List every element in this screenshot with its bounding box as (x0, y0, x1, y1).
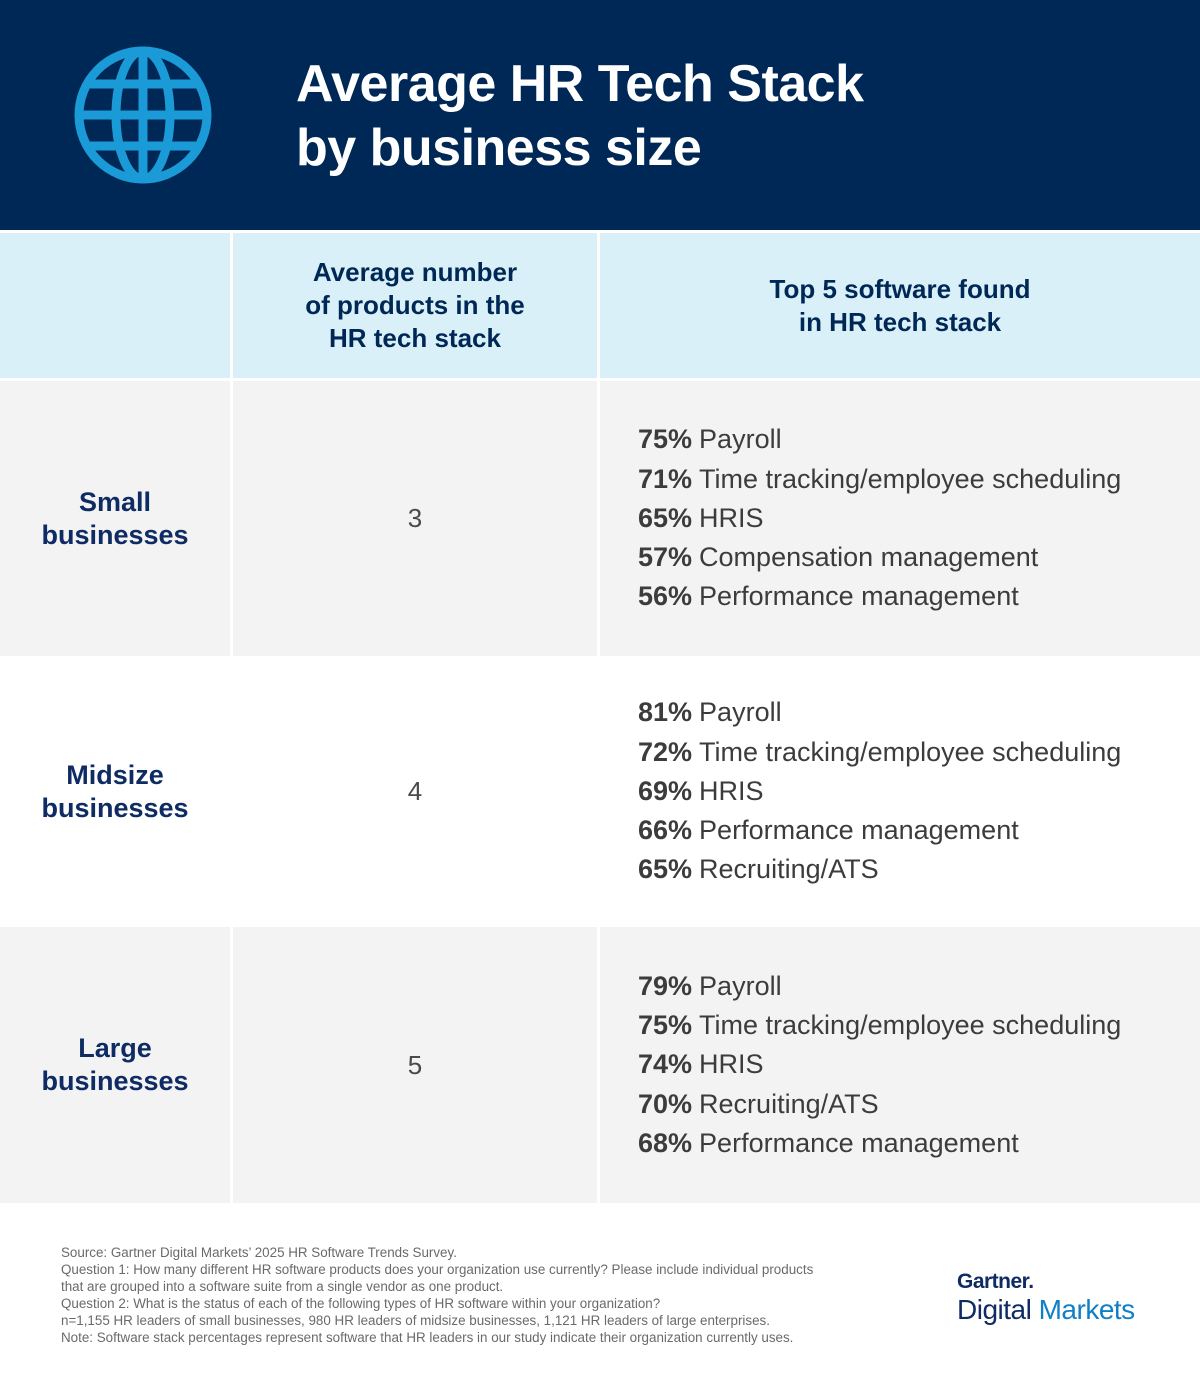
row-label-line: Small (78, 486, 152, 517)
pct-value: 75% (638, 424, 693, 455)
top-software-header (600, 233, 1200, 378)
row-label-large (0, 927, 230, 1203)
pct-value: 66% (638, 815, 693, 846)
list-item (638, 693, 1200, 732)
software-name: Payroll (699, 424, 782, 455)
software-name: Time tracking/employee scheduling (699, 463, 1122, 494)
software-name: Compensation management (699, 542, 1039, 573)
question-1-line: Question 1: How many different HR software products does your organization use currently? Please include individual products (61, 1262, 814, 1277)
row-label-midsize (0, 658, 230, 925)
list-item (638, 577, 1200, 616)
sample-size-line: n=1,155 HR leaders of small businesses, 980 HR leaders of midsize businesses, 1,121 HR leaders of large enterprises. (61, 1313, 770, 1328)
logo-gartner-text: Gartner. (957, 1270, 1034, 1293)
list-item (638, 1124, 1200, 1163)
question-1-line-cont: that are grouped into a software suite from a single vendor as one product. (61, 1279, 504, 1294)
pct-value: 79% (638, 970, 693, 1001)
list-item (638, 772, 1200, 811)
software-name: HRIS (699, 502, 764, 533)
avg-products-header-line: of products in the (305, 290, 525, 320)
list-item (638, 1006, 1200, 1045)
software-name: Performance management (699, 581, 1019, 612)
avg-products-header (233, 233, 597, 378)
software-list-midsize (600, 658, 1200, 925)
pct-value: 57% (638, 542, 693, 573)
list-item (638, 733, 1200, 772)
pct-value: 71% (638, 463, 693, 494)
pct-value: 72% (638, 736, 693, 767)
pct-value: 74% (638, 1049, 693, 1080)
row-label-line: businesses (41, 519, 189, 550)
pct-value: 81% (638, 697, 693, 728)
software-name: Recruiting/ATS (699, 854, 879, 885)
avg-products-header-line: HR tech stack (329, 323, 501, 353)
software-name: Performance management (699, 815, 1019, 846)
row-label-small (0, 381, 230, 656)
list-item (638, 967, 1200, 1006)
title-line-2: by business size (296, 119, 702, 177)
avg-products-large: 5 (233, 927, 597, 1203)
row-label-line: Midsize (66, 759, 164, 790)
globe-icon (70, 44, 216, 186)
software-name: Time tracking/employee scheduling (699, 1010, 1122, 1041)
gartner-digital-markets-logo (957, 1270, 1135, 1326)
source-notes (61, 1244, 941, 1346)
pct-value: 68% (638, 1127, 693, 1158)
question-2-line: Question 2: What is the status of each of the following types of HR software within your organization? (61, 1296, 661, 1311)
pct-value: 69% (638, 775, 693, 806)
logo-digital: Digital (957, 1294, 1039, 1325)
row-label-line: businesses (41, 792, 189, 823)
software-name: Time tracking/employee scheduling (699, 736, 1122, 767)
logo-markets: Markets (1038, 1294, 1135, 1325)
source-line: Source: Gartner Digital Markets’ 2025 HR Software Trends Survey. (61, 1245, 457, 1260)
software-list-small (600, 381, 1200, 656)
pct-value: 75% (638, 1010, 693, 1041)
avg-products-header-line: Average number (312, 257, 518, 287)
software-name: HRIS (699, 775, 764, 806)
avg-products-midsize: 4 (233, 658, 597, 925)
software-name: Payroll (699, 970, 782, 1001)
title-line-1: Average HR Tech Stack (296, 55, 864, 113)
row-label-line: Large (78, 1033, 152, 1063)
top-software-header-line: Top 5 software found (769, 273, 1031, 304)
list-item (638, 420, 1200, 459)
page-title (296, 52, 864, 180)
pct-value: 65% (638, 854, 693, 885)
note-line: Note: Software stack percentages represent software that HR leaders in our study indicate their organization currently uses. (61, 1330, 794, 1345)
empty-header-cell (0, 233, 230, 378)
list-item (638, 538, 1200, 577)
software-list-large (600, 927, 1200, 1203)
list-item (638, 499, 1200, 538)
top-software-header-line: in HR tech stack (798, 306, 1002, 337)
list-item (638, 1085, 1200, 1124)
software-name: Recruiting/ATS (699, 1088, 879, 1119)
pct-value: 70% (638, 1088, 693, 1119)
software-name: Payroll (699, 697, 782, 728)
list-item (638, 1045, 1200, 1084)
row-label-line: businesses (41, 1066, 189, 1096)
pct-value: 65% (638, 502, 693, 533)
list-item (638, 850, 1200, 889)
avg-products-small: 3 (233, 381, 597, 656)
logo-digital-markets-text (957, 1294, 1135, 1326)
list-item (638, 460, 1200, 499)
software-name: HRIS (699, 1049, 764, 1080)
title-banner (0, 0, 1200, 230)
list-item (638, 811, 1200, 850)
software-name: Performance management (699, 1127, 1019, 1158)
pct-value: 56% (638, 581, 693, 612)
